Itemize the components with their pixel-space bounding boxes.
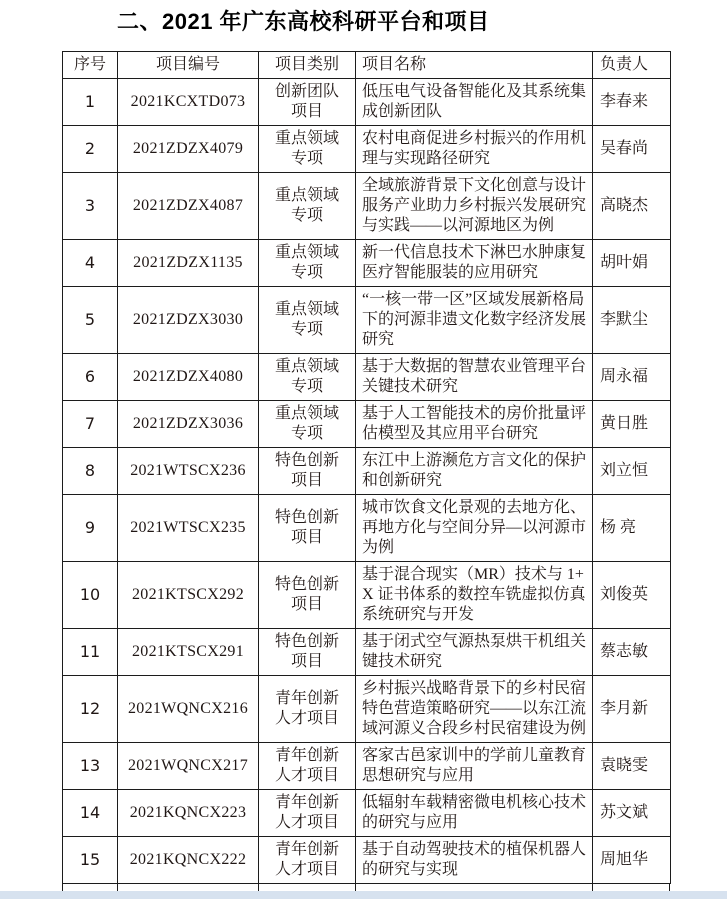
table-row (63, 287, 671, 354)
table-row (63, 354, 671, 401)
table-row (63, 240, 671, 287)
cell-leader: 刘立恒 (593, 448, 671, 495)
cell-code: 2021ZDZX3030 (118, 287, 259, 354)
table-row (63, 79, 671, 126)
cell-no: 14 (63, 790, 118, 837)
page-title: 二、2021 年广东高校科研平台和项目 (117, 9, 490, 34)
col-header-leader: 负责人 (593, 52, 671, 79)
cell-name: 基于大数据的智慧农业管理平台关键技术研究 (356, 354, 593, 401)
table-row (63, 173, 671, 240)
cell-leader: 李月新 (593, 676, 671, 743)
cell-category: 青年创新人才项目 (259, 743, 356, 790)
cell-code: 2021KQNCX223 (118, 790, 259, 837)
cell-category: 青年创新人才项目 (259, 676, 356, 743)
cell-leader: 苏文斌 (593, 790, 671, 837)
cell-code: 2021ZDZX3036 (118, 401, 259, 448)
cell-name: “一核一带一区”区域发展新格局下的河源非遗文化数字经济发展研究 (356, 287, 593, 354)
cell-name: 乡村振兴战略背景下的乡村民宿特色营造策略研究——以东江流域河源义合段乡村民宿建设为例 (356, 676, 593, 743)
cell-leader: 黄日胜 (593, 401, 671, 448)
cell-category: 特色创新项目 (259, 495, 356, 562)
cell-category: 特色创新项目 (259, 629, 356, 676)
table-row (63, 126, 671, 173)
cell-leader: 蔡志敏 (593, 629, 671, 676)
cell-leader: 胡叶娟 (593, 240, 671, 287)
table-row (63, 790, 671, 837)
cell-name: 客家古邑家训中的学前儿童教育思想研究与应用 (356, 743, 593, 790)
table-header-row (63, 52, 671, 79)
table-row (63, 676, 671, 743)
col-header-code: 项目编号 (118, 52, 259, 79)
table-row (63, 837, 671, 884)
cell-code: 2021ZDZX1135 (118, 240, 259, 287)
cell-leader: 李春来 (593, 79, 671, 126)
cell-code: 2021KTSCX292 (118, 562, 259, 629)
cell-name: 基于人工智能技术的房价批量评估模型及其应用平台研究 (356, 401, 593, 448)
cell-category: 重点领域专项 (259, 354, 356, 401)
cell-leader: 吴春尚 (593, 126, 671, 173)
cell-name: 基于自动驾驶技术的植保机器人的研究与实现 (356, 837, 593, 884)
projects-table-wrap (62, 51, 670, 892)
cell-code: 2021WQNCX216 (118, 676, 259, 743)
cell-code: 2021WTSCX236 (118, 448, 259, 495)
table-row (63, 495, 671, 562)
cell-no: 4 (63, 240, 118, 287)
cell-code: 2021KQNCX222 (118, 837, 259, 884)
cell-no: 2 (63, 126, 118, 173)
cell-no: 10 (63, 562, 118, 629)
table-row (63, 448, 671, 495)
cell-code: 2021WTSCX235 (118, 495, 259, 562)
cell-leader: 杨 亮 (593, 495, 671, 562)
cell-category: 特色创新项目 (259, 448, 356, 495)
cell-leader: 刘俊英 (593, 562, 671, 629)
cell-name: 低辐射车载精密微电机核心技术的研究与应用 (356, 790, 593, 837)
horizontal-scrollbar-track[interactable] (0, 891, 727, 899)
cell-code: 2021KCXTD073 (118, 79, 259, 126)
table-row (63, 401, 671, 448)
table-row (63, 629, 671, 676)
col-header-category: 项目类别 (259, 52, 356, 79)
cell-name: 基于混合现实（MR）技术与 1+X 证书体系的数控车铣虚拟仿真系统研究与开发 (356, 562, 593, 629)
projects-table (62, 51, 671, 884)
cell-code: 2021ZDZX4087 (118, 173, 259, 240)
cell-name: 新一代信息技术下淋巴水肿康复医疗智能服装的应用研究 (356, 240, 593, 287)
cell-category: 重点领域专项 (259, 287, 356, 354)
cell-leader: 袁晓雯 (593, 743, 671, 790)
cell-category: 重点领域专项 (259, 401, 356, 448)
cell-code: 2021ZDZX4079 (118, 126, 259, 173)
cell-category: 青年创新人才项目 (259, 790, 356, 837)
cell-no: 8 (63, 448, 118, 495)
col-header-no: 序号 (63, 52, 118, 79)
cell-category: 重点领域专项 (259, 240, 356, 287)
cell-name: 基于闭式空气源热泵烘干机组关键技术研究 (356, 629, 593, 676)
cell-no: 9 (63, 495, 118, 562)
col-header-name: 项目名称 (356, 52, 593, 79)
cell-name: 农村电商促进乡村振兴的作用机理与实现路径研究 (356, 126, 593, 173)
cell-name: 城市饮食文化景观的去地方化、再地方化与空间分异—以河源市为例 (356, 495, 593, 562)
cell-name: 东江中上游濒危方言文化的保护和创新研究 (356, 448, 593, 495)
cell-category: 创新团队项目 (259, 79, 356, 126)
cell-category: 青年创新人才项目 (259, 837, 356, 884)
cell-name: 低压电气设备智能化及其系统集成创新团队 (356, 79, 593, 126)
cell-category: 重点领域专项 (259, 126, 356, 173)
cell-no: 15 (63, 837, 118, 884)
cell-leader: 高晓杰 (593, 173, 671, 240)
cell-code: 2021WQNCX217 (118, 743, 259, 790)
cell-leader: 李默尘 (593, 287, 671, 354)
cell-leader: 周旭华 (593, 837, 671, 884)
cell-no: 12 (63, 676, 118, 743)
cell-no: 11 (63, 629, 118, 676)
cell-name: 全域旅游背景下文化创意与设计服务产业助力乡村振兴发展研究与实践——以河源地区为例 (356, 173, 593, 240)
cell-leader: 周永福 (593, 354, 671, 401)
cell-no: 13 (63, 743, 118, 790)
cell-no: 3 (63, 173, 118, 240)
cell-category: 特色创新项目 (259, 562, 356, 629)
table-row (63, 562, 671, 629)
cell-code: 2021ZDZX4080 (118, 354, 259, 401)
cell-no: 5 (63, 287, 118, 354)
cell-no: 1 (63, 79, 118, 126)
cell-no: 6 (63, 354, 118, 401)
projects-table-body (63, 79, 671, 884)
table-row (63, 743, 671, 790)
cell-category: 重点领域专项 (259, 173, 356, 240)
cell-code: 2021KTSCX291 (118, 629, 259, 676)
cell-no: 7 (63, 401, 118, 448)
